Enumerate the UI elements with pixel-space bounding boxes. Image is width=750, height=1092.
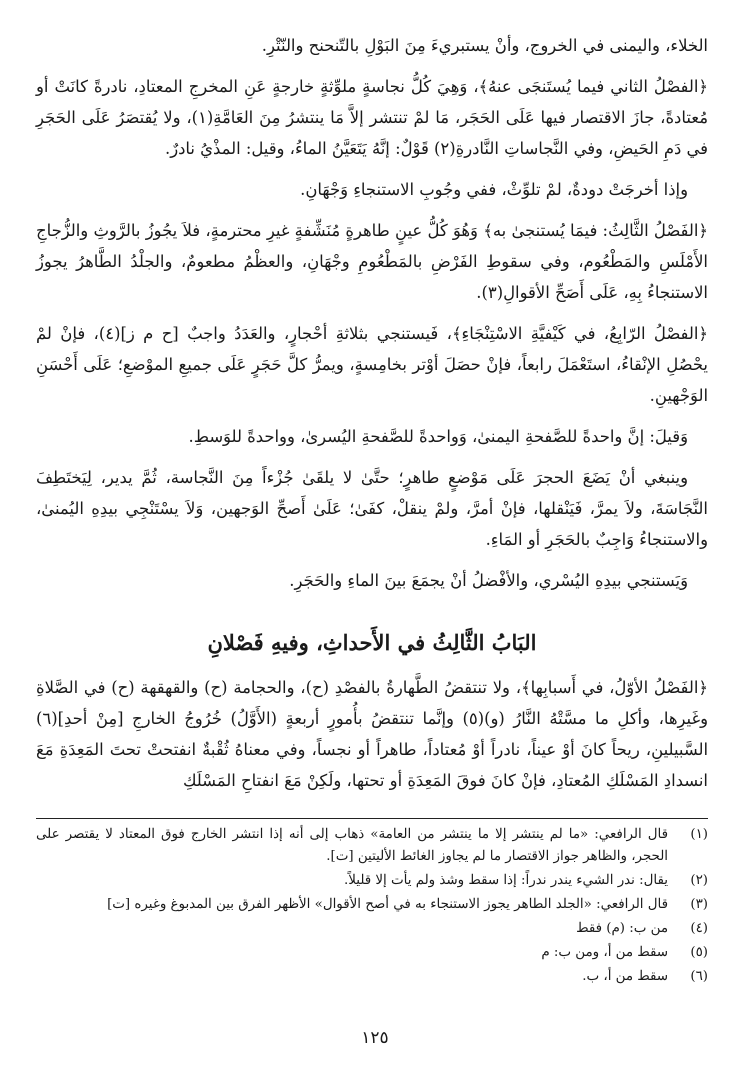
footnotes xyxy=(36,824,708,990)
footnote-number: (٣) xyxy=(690,897,708,912)
footnote-divider xyxy=(36,818,708,819)
footnote-number: (٦) xyxy=(690,969,708,984)
footnote-text: من ب: (م) فقط xyxy=(576,921,668,936)
page-number: ١٢٥ xyxy=(361,1028,389,1048)
footnote-text: قال الرافعي: «ما لم ينتشر إلا ما ينتشر من العامة» ذهاب إلى أنه إذا انتشر الخارج فوق المعتاد لا يقتصر على الحجر، والظاهر جواز الاقتصار ما لم يجاوز الغائط الأليتين [ت]. xyxy=(36,827,668,864)
paragraph-worm: وإذا أخرجَتْ دودةٌ، لمْ تلوِّثْ، ففي وجُوبِ الاستنجاءِ وَجْهَانِ. xyxy=(300,180,688,199)
footnote-number: (٤) xyxy=(690,921,708,936)
paragraph-continuation: الخلاء، واليمنى في الخروج، وأنْ يستبريءَ مِنَ البَوْلِ بالتّنحنح والنّتْرِ. xyxy=(261,36,708,55)
footnote-item xyxy=(36,824,708,868)
footnote-item xyxy=(36,918,708,940)
footnote-text: سقط من أ، ب. xyxy=(582,969,668,984)
footnote-text: يقال: ندر الشيء يندر ندراً: إذا سقط وشذ ولم يأت إلا قليلاً. xyxy=(344,873,668,888)
paragraph-method: وينبغي أنْ يَضَعَ الحجرَ عَلَى مَوْضعٍ طاهرٍ؛ حتَّىٰ لا يلقَىٰ جُزْءاً مِنَ النَّجاسة، ثُمَّ يدير، لِيَختَطِفَ النَّجَاسَةَ، ولاَ يمرَّ، فَيَنْقلها، فإنْ أمرَّ، ولمْ ينقلْ، كفَىٰ؛ عَلَىٰ أَصحِّ الوَجهين، وَلاَ يسْتَنْجِي بيدِهِ اليُمنىٰ، والاستنجاءُ وَاجِبٌ بالحَجَرِ أو المَاءِ. xyxy=(36,468,708,549)
paragraph-section-three: ﴿الفَصْلُ الثَّالِثُ: فيمَا يُستنجىٰ به﴾ وَهُوَ كُلُّ عينٍ طاهرةٍ مُنَشِّفةٍ غيرِ محترمةٍ، فلاَ يجُوزُ بالرَّوثِ والزُّجاجِ الأَمْلَسِ والمَطْعُوم، وفي سقوطِ الفَرْضِ بالمَطْعُومِ وجْهَانِ، والعظْمُ مطعومٌ، والجلْدُ الطَّاهرُ يجوزُ الاستنجاءُ بِهِ، عَلَى أَصَحِّ الأقوالِ(٣). xyxy=(36,221,708,302)
footnote-text: سقط من أ، ومن ب: م xyxy=(541,945,668,960)
footnote-text: قال الرافعي: «الجلد الطاهر يجوز الاستنجاء به في أصح الأقوال» الأظهر الفرق بين المدبوغ وغيره [ت] xyxy=(107,897,668,912)
footnote-item xyxy=(36,894,708,916)
page-body xyxy=(36,30,708,806)
footnote-item xyxy=(36,870,708,892)
footnote-number: (٢) xyxy=(690,873,708,888)
footnote-item xyxy=(36,966,708,988)
footnote-number: (١) xyxy=(690,827,708,842)
paragraph-section-four: ﴿الفصْلُ الرّابِعُ، في كَيْفيَّةِ الاسْتِنْجَاءِ﴾، فَيستنجي بثلاثةِ أحْجارٍ، والعَدَدُ واجبٌ [ح م ز](٤)، فإنْ لمْ يحْصُلِ الإنْقاءُ، استَعْمَلَ رابعاً، فإنْ حصَلَ أوْتر بخامِسةٍ، ويمرُّ كلَّ حَجَرٍ عَلَى جميعِ الموْضعِ؛ عَلَى أَحْسَنِ الوَجْهينِ. xyxy=(36,324,708,405)
paragraph-left-hand: وَيَستنجي بيدِهِ اليُسْري، والأفْضلُ أنْ يجمَعَ بينَ الماءِ والحَجَرِ. xyxy=(289,571,688,590)
footnote-item xyxy=(36,942,708,964)
paragraph-section-two: ﴿الفصْلُ الثاني فيما يُستَنجَى عنهُ﴾، وَهِيَ كُلُّ نجاسةٍ ملوِّثةٍ خارجةٍ عَنِ المخرجِ المعتادِ، نادرةً كانَتْ أو مُعتادةً، جازَ الاقتصار فيها عَلَى الحَجَر، مَا لمْ تنتشر إلاَّ مَا ينتشرُ مِنَ العَامَّةِ(١)، ولا يُقتصَرُ عَلَى الحَجَرِ في دَمِ الحَيضِ، وفي النَّجاساتِ النَّادرةِ(٢) قَوْلٌ: إنَّهُ يَتَعَيَّنُ الماءُ، وقيل: المذْيُ نادرٌ. xyxy=(36,77,708,158)
chapter-heading: البَابُ الثَّالِثُ في الأَحداثِ، وفيهِ فَصْلانِ xyxy=(207,630,537,655)
footnote-number: (٥) xyxy=(690,945,708,960)
paragraph-alternative-view: وَقيلَ: إنَّ واحدةً للصَّفحةِ اليمنىٰ، وَواحدةً للصَّفحةِ اليُسرىٰ، وواحدةً للوَسطِ. xyxy=(188,427,688,446)
paragraph-chapter-three-section-one: ﴿الفَصْلُ الأوّلُ، في أَسبابِها﴾، ولا تنتقضُ الطَّهارةُ بالفصْدِ (ح)، والحجامة (ح) والقهقهة (ح) في الصَّلاةِ وغَيرِها، وأكلِ ما مسَّتْهُ النَّارُ (و)(٥) وإنَّما تنتقضُ بأُمورٍ أربعةٍ (الأَوَّلُ) خُرُوجُ الخارجِ [مِنْ أحدِ](٦) السَّبيلينِ، ريحاً كانَ أوْ عيناً، نادراً أوْ مُعتاداً، طاهراً أو نجساً، وفي معناهُ ثُقْبةٌ انفتحتْ تحتَ المَعِدَةِ مَعَ انسدادِ المَسْلَكِ المُعتادِ، فإنْ كانَ فوقَ المَعِدَةِ أو تحتها، ولَكِنْ مَعَ انفتاحِ المَسْلَكِ xyxy=(36,678,708,790)
